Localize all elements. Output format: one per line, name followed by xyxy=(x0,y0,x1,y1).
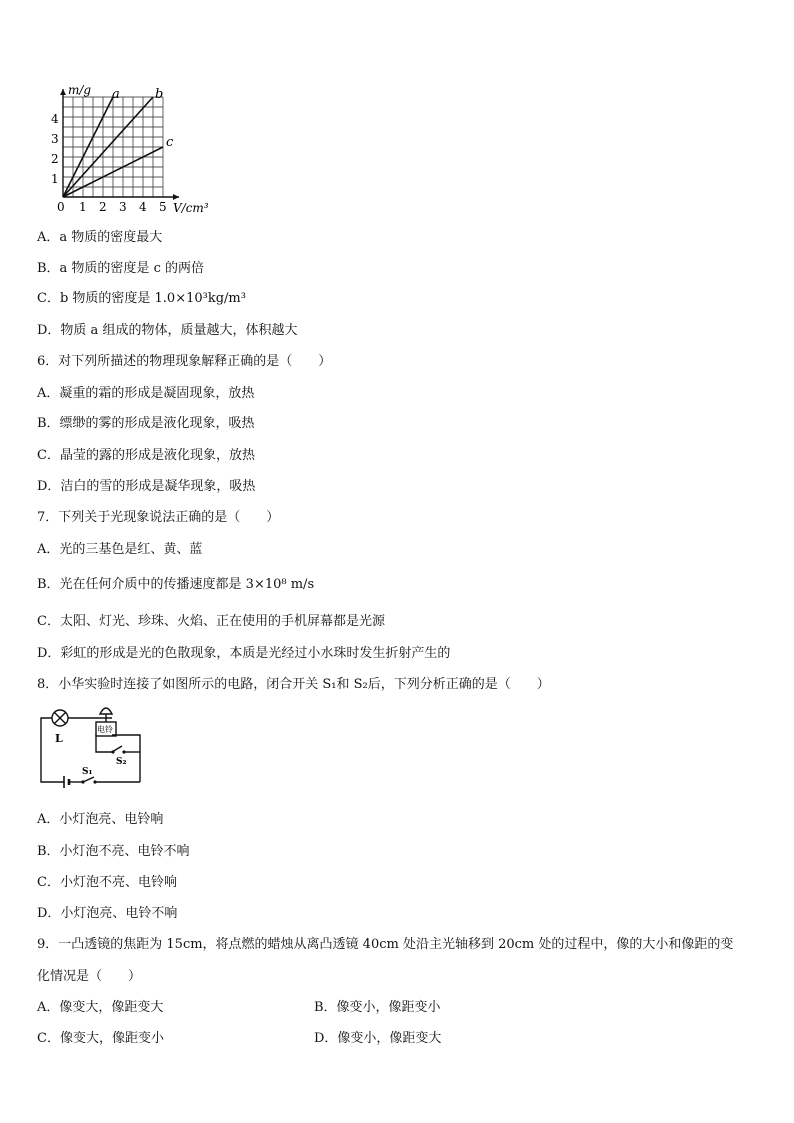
q8-option-c: C．小灯泡不亮、电铃响 xyxy=(37,875,177,890)
q7-stem: 7．下列关于光现象说法正确的是（ ） xyxy=(37,510,280,525)
q6-option-d: D．洁白的雪的形成是凝华现象，吸热 xyxy=(37,479,256,494)
q7-option-c: C．太阳、灯光、珍珠、火焰、正在使用的手机屏幕都是光源 xyxy=(37,614,385,629)
q5-option-c: C．b 物质的密度是 1.0×10³kg/m³ xyxy=(37,291,246,306)
y-axis-label: m/g xyxy=(68,83,92,97)
y-tick-label: 2 xyxy=(51,152,59,166)
x-tick-label: 4 xyxy=(139,200,147,214)
q9-stem-line1: 9．一凸透镜的焦距为 15cm，将点燃的蜡烛从离凸透镜 40cm 处沿主光轴移到 20cm 处的过程中，像的大小和像距的变 xyxy=(37,937,734,952)
q9-option-c: C．像变大，像距变小 xyxy=(37,1031,164,1046)
q9-option-a: A．像变大，像距变大 xyxy=(37,1000,164,1015)
y-tick-label: 3 xyxy=(51,132,59,146)
y-tick-label: 4 xyxy=(51,112,59,126)
q8-option-b: B．小灯泡不亮、电铃不响 xyxy=(37,844,190,859)
q5-option-d: D．物质 a 组成的物体，质量越大，体积越大 xyxy=(37,323,298,338)
y-axis-arrow xyxy=(60,89,66,95)
x-tick-label: 1 xyxy=(79,200,87,214)
x-tick-label: 2 xyxy=(99,200,107,214)
origin-label: 0 xyxy=(57,200,65,214)
q5-option-b: B．a 物质的密度是 c 的两倍 xyxy=(37,261,204,276)
x-axis-label: V/cm³ xyxy=(173,201,209,215)
line-label-b: b xyxy=(155,87,164,102)
switch1-label: S₁ xyxy=(82,767,93,777)
circuit-diagram xyxy=(36,700,146,800)
line-label-c: c xyxy=(166,135,174,150)
q5-option-a: A．a 物质的密度最大 xyxy=(37,230,163,245)
graph-axes xyxy=(60,89,179,200)
y-tick-label: 1 xyxy=(51,172,59,186)
x-axis-arrow xyxy=(173,194,179,200)
q9-stem-line2: 化情况是（ ） xyxy=(37,969,142,984)
bell-label: 电铃 xyxy=(97,725,113,734)
lamp-label: L xyxy=(55,732,63,745)
q8-option-a: A．小灯泡亮、电铃响 xyxy=(37,812,164,827)
q7-option-a: A．光的三基色是红、黄、蓝 xyxy=(37,542,203,557)
q7-option-b: B．光在任何介质中的传播速度都是 3×10⁸ m/s xyxy=(37,577,315,592)
switch2-label: S₂ xyxy=(116,757,127,767)
density-graph xyxy=(48,82,228,217)
q7-option-d: D．彩虹的形成是光的色散现象，本质是光经过小水珠时发生折射产生的 xyxy=(37,646,451,661)
line-label-a: a xyxy=(112,87,120,102)
q6-option-a: A．凝重的霜的形成是凝固现象，放热 xyxy=(37,386,255,401)
q8-stem: 8．小华实验时连接了如图所示的电路，闭合开关 S₁和 S₂后，下列分析正确的是（ ） xyxy=(37,677,550,692)
q6-option-c: C．晶莹的露的形成是液化现象，放热 xyxy=(37,448,255,463)
q6-option-b: B．缥缈的雾的形成是液化现象，吸热 xyxy=(37,416,255,431)
x-tick-label: 5 xyxy=(159,200,167,214)
q9-option-d: D．像变小，像距变大 xyxy=(314,1031,442,1046)
graph-grid xyxy=(63,97,163,197)
q9-option-b: B．像变小，像距变小 xyxy=(314,1000,441,1015)
q8-option-d: D．小灯泡亮、电铃不响 xyxy=(37,906,178,921)
x-tick-label: 3 xyxy=(119,200,127,214)
q6-stem: 6．对下列所描述的物理现象解释正确的是（ ） xyxy=(37,354,332,369)
